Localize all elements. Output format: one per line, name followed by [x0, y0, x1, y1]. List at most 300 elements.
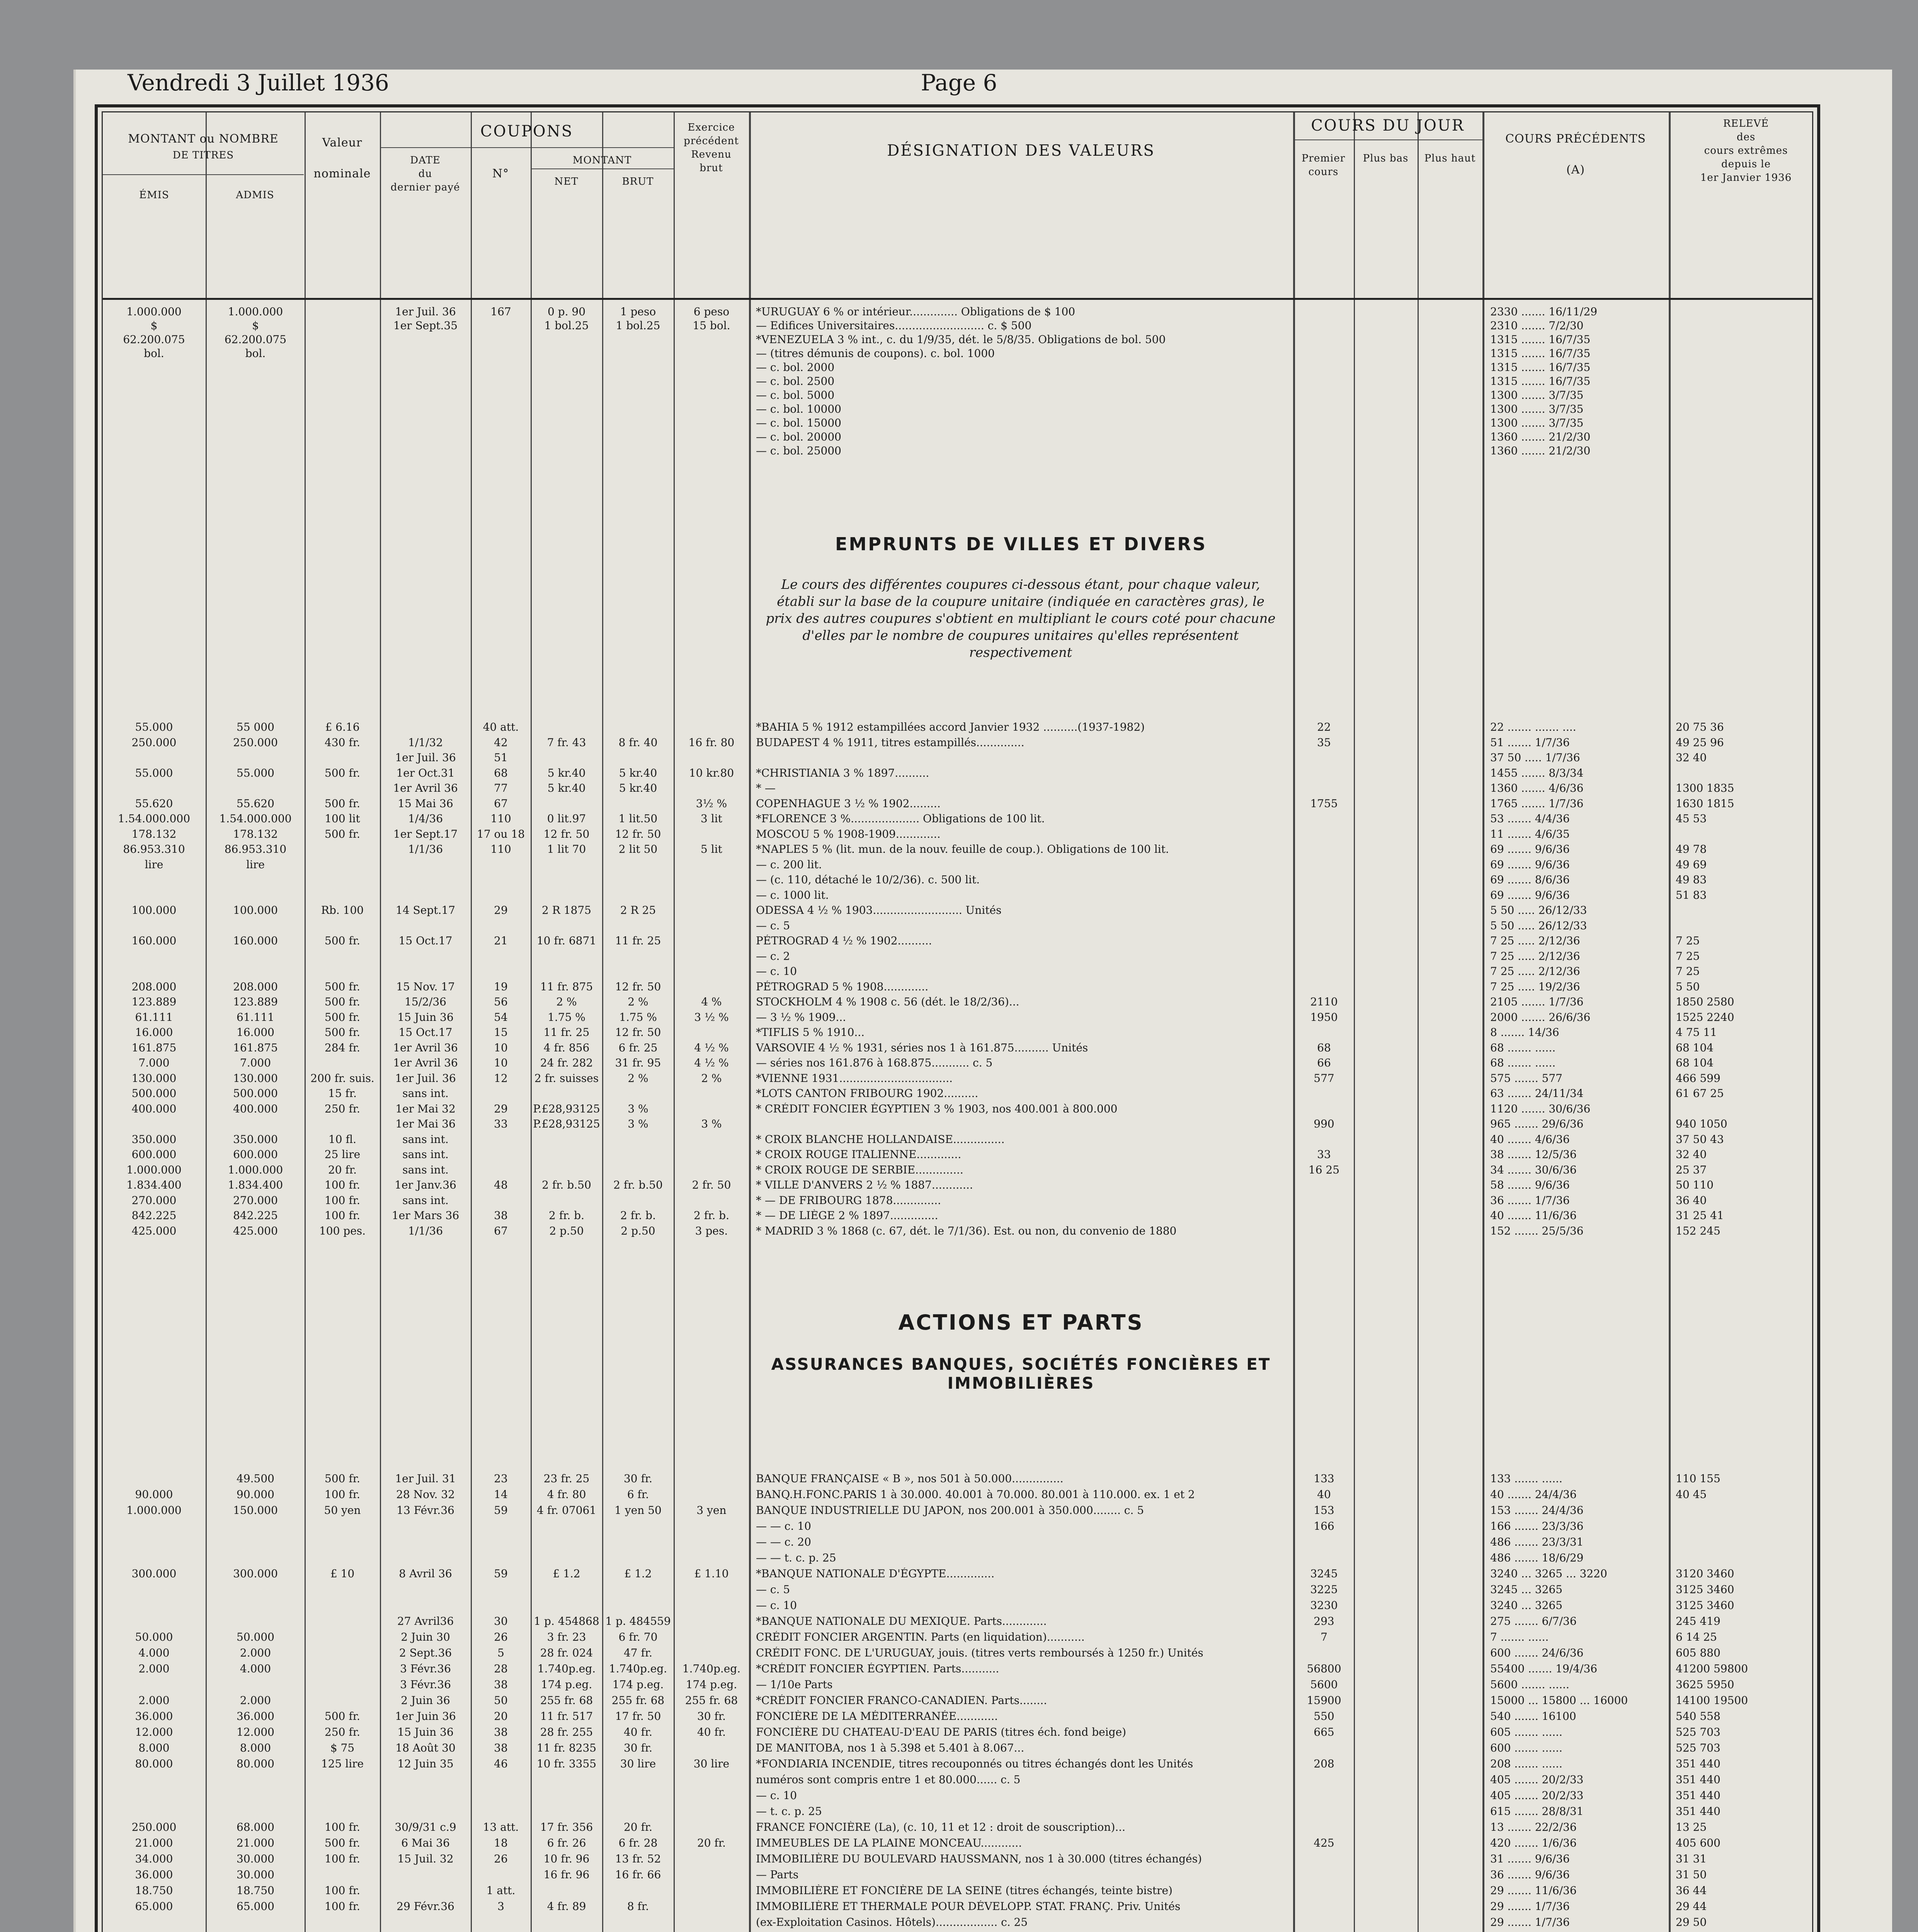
cell-date: 1er Juin 36: [395, 1710, 456, 1723]
cell-des: CRÉDIT FONCIER ARGENTIN. Parts (en liquidation)...........: [756, 1631, 1085, 1643]
cell-des: *FLORENCE 3 %.................... Obligations de 100 lit.: [756, 813, 1045, 825]
cell-date: 15 Juin 36: [397, 1011, 454, 1024]
cell-date: 1er Mai 36: [395, 1118, 456, 1130]
cell-pc: 208: [1314, 1758, 1334, 1770]
table-row: [103, 1821, 1823, 1837]
cell-prec: 208 ....... ......: [1490, 1758, 1562, 1770]
cell-date: 15 Oct.17: [398, 1026, 453, 1039]
cell-prec: 615 ....... 28/8/31: [1490, 1805, 1584, 1818]
cell-val: 200 fr. suis.: [310, 1072, 374, 1085]
cell-prec: 1300 ....... 3/7/35: [1490, 403, 1584, 415]
cell-date: 15/2/36: [405, 996, 446, 1008]
cell-rel: 50 110: [1676, 1179, 1714, 1191]
cell-date: 14 Sept.17: [396, 904, 455, 917]
table-row: [103, 798, 1823, 813]
table-inner-border: [102, 111, 1813, 1932]
plus-bas-heading: Plus bas: [1363, 153, 1409, 164]
cell-val: 20 fr.: [328, 1163, 357, 1176]
emis-heading: ÉMIS: [139, 189, 169, 201]
cell-brut: 174 p.eg.: [612, 1679, 664, 1691]
cell-net: 24 fr. 282: [540, 1057, 593, 1069]
cell-prec: 3240 ... 3265: [1490, 1599, 1563, 1612]
cell-emis: 500.000: [131, 1087, 177, 1100]
cell-prec: 405 ....... 20/2/33: [1490, 1774, 1584, 1786]
cell-net: 10 fr. 3355: [536, 1758, 597, 1770]
cell-prec: 51 ....... 1/7/36: [1490, 736, 1570, 749]
table-row: [103, 1774, 1823, 1789]
cell-des: — c. bol. 25000: [756, 445, 841, 457]
cell-pc: 3230: [1310, 1599, 1338, 1612]
table-row: [103, 1087, 1823, 1103]
cell-rev: 40 fr.: [697, 1726, 726, 1738]
cell-net: 4 fr. 07061: [536, 1504, 597, 1517]
cell-net: 0 lit.97: [547, 813, 586, 825]
cell-prec: 275 ....... 6/7/36: [1490, 1615, 1577, 1628]
cell-no: 3: [497, 1900, 504, 1913]
cell-rel: 3120 3460: [1676, 1568, 1734, 1580]
precedent-heading: précédent: [684, 135, 739, 147]
table-row: [103, 1473, 1823, 1488]
cell-des: *BANQUE NATIONALE D'ÉGYPTE..............: [756, 1568, 995, 1580]
cell-brut: 2 %: [628, 996, 648, 1008]
cell-date: 28 Nov. 32: [396, 1488, 455, 1501]
table-header: [103, 112, 1812, 300]
cell-val: 500 fr.: [325, 1710, 360, 1723]
cell-prec: 486 ....... 23/3/31: [1490, 1536, 1584, 1548]
cell-admis: 49.500: [237, 1473, 274, 1485]
cell-prec: 2310 ....... 7/2/30: [1490, 320, 1584, 332]
cell-prec: 2105 ....... 1/7/36: [1490, 996, 1584, 1008]
cell-prec: 37 50 ..... 1/7/36: [1490, 752, 1580, 764]
cell-rel: 40 45: [1676, 1488, 1707, 1501]
cell-admis: 1.000.000: [228, 306, 283, 318]
cell-val: $ 75: [330, 1742, 355, 1754]
cell-date: 1er Juil. 36: [395, 1072, 456, 1085]
cell-prec: 36 ....... 9/6/36: [1490, 1869, 1570, 1881]
cell-admis: 8.000: [240, 1742, 271, 1754]
table-row: [103, 320, 1823, 333]
cell-des: *LOTS CANTON FRIBOURG 1902..........: [756, 1087, 979, 1100]
cell-no: 59: [494, 1568, 508, 1580]
cell-admis: 21.000: [237, 1837, 274, 1849]
cell-val: 10 fl.: [328, 1133, 357, 1146]
cell-no: 46: [494, 1758, 508, 1770]
cell-prec: 405 ....... 20/2/33: [1490, 1789, 1584, 1802]
cell-date: 18 Août 30: [395, 1742, 456, 1754]
net-heading: NET: [554, 176, 579, 187]
table-row: [103, 1488, 1823, 1504]
cell-val: 100 pes.: [319, 1225, 366, 1237]
cell-des: *TIFLIS 5 % 1910...: [756, 1026, 865, 1039]
cell-rel: 3125 3460: [1676, 1583, 1734, 1596]
cell-des: — c. bol. 2000: [756, 361, 835, 374]
cell-val: £ 6.16: [325, 721, 360, 733]
table-row: [103, 1520, 1823, 1536]
cell-pc: 3245: [1310, 1568, 1338, 1580]
cell-rel: 14100 19500: [1676, 1694, 1748, 1707]
cell-prec: 40 ....... 4/6/36: [1490, 1133, 1570, 1146]
cell-val: 500 fr.: [325, 797, 360, 810]
cell-prec: 575 ....... 577: [1490, 1072, 1562, 1085]
cell-admis: 161.875: [233, 1041, 278, 1054]
cell-net: 0 p. 90: [547, 306, 586, 318]
cell-emis: 50.000: [135, 1631, 173, 1643]
cell-date: 2 Juin 30: [401, 1631, 450, 1643]
cell-brut: 30 fr.: [623, 1742, 653, 1754]
cell-emis: 160.000: [131, 935, 177, 947]
table-row: [103, 996, 1823, 1011]
cell-rel: 49 69: [1676, 858, 1707, 871]
cell-prec: 29 ....... 11/6/36: [1490, 1884, 1577, 1897]
cell-prec: 1765 ....... 1/7/36: [1490, 797, 1584, 810]
cell-admis: 16.000: [237, 1026, 274, 1039]
table-row: [103, 1742, 1823, 1758]
cell-emis: 130.000: [131, 1072, 177, 1085]
table-row: [103, 874, 1823, 889]
cell-val: 100 fr.: [325, 1488, 360, 1501]
cell-net: 23 fr. 25: [543, 1473, 590, 1485]
cell-pc: 1950: [1310, 1011, 1338, 1024]
cell-prec: 38 ....... 12/5/36: [1490, 1148, 1577, 1161]
cell-no: 29: [494, 904, 508, 917]
cell-date: 1er Mars 36: [391, 1209, 460, 1222]
table-row: [103, 1194, 1823, 1210]
cell-admis: 500.000: [233, 1087, 278, 1100]
cell-net: 10 fr. 96: [543, 1853, 590, 1865]
cell-date: 1/4/36: [408, 813, 443, 825]
cell-no: 14: [494, 1488, 508, 1501]
cell-emis: 55.000: [135, 721, 173, 733]
cell-rel: 525 703: [1676, 1726, 1721, 1738]
cell-date: 1er Juil. 36: [395, 752, 456, 764]
cell-emis: 90.000: [135, 1488, 173, 1501]
cell-no: 68: [494, 767, 508, 779]
table-row: [103, 721, 1823, 736]
cell-brut: 17 fr. 50: [615, 1710, 661, 1723]
cell-des: — c. 10: [756, 965, 797, 978]
cell-date: sans int.: [402, 1133, 449, 1146]
cell-des: STOCKHOLM 4 % 1908 c. 56 (dét. le 18/2/36)...: [756, 996, 1019, 1008]
cell-prec: 22 ....... ....... ....: [1490, 721, 1576, 733]
table-row: [103, 1103, 1823, 1118]
cell-rel: 605 880: [1676, 1647, 1721, 1659]
cell-no: 12: [494, 1072, 508, 1085]
table-row: [103, 843, 1823, 859]
cell-val: 100 fr.: [325, 1884, 360, 1897]
cell-emis: 400.000: [131, 1102, 177, 1115]
valeur-heading: Valeur: [322, 136, 362, 150]
cell-net: 2 fr. b.50: [542, 1179, 591, 1191]
cell-rel: 7 25: [1676, 935, 1700, 947]
cell-rev: 6 peso: [693, 306, 730, 318]
cell-des: DE MANITOBA, nos 1 à 5.398 et 5.401 à 8.067...: [756, 1742, 1025, 1754]
cell-rel: 5 50: [1676, 980, 1700, 993]
cell-date: 1/1/32: [408, 736, 443, 749]
cell-des: FRANCE FONCIÈRE (La), (c. 10, 11 et 12 : droit de souscription)...: [756, 1821, 1126, 1833]
cell-emis: 425.000: [131, 1225, 177, 1237]
cell-admis: 30.000: [237, 1853, 274, 1865]
cell-no: 110: [490, 843, 511, 855]
cell-admis: 1.000.000: [228, 1163, 283, 1176]
cell-prec: 69 ....... 8/6/36: [1490, 874, 1570, 886]
cell-no: 50: [494, 1694, 508, 1707]
cell-pc: 33: [1317, 1148, 1331, 1161]
cell-emis: 178.132: [131, 828, 177, 840]
table-row: [103, 1758, 1823, 1774]
cell-brut: 5 kr.40: [619, 782, 657, 794]
cell-prec: 1455 ....... 8/3/34: [1490, 767, 1584, 779]
cell-rev: 4 ½ %: [694, 1041, 729, 1054]
cell-no: 1 att.: [486, 1884, 516, 1897]
cell-net: 11 fr. 517: [540, 1710, 593, 1723]
section-subtitle-assurances: ASSURANCES BANQUES, SOCIÉTÉS FONCIÈRES ET IMMOBILIÈRES: [771, 1355, 1271, 1393]
cell-admis: 270.000: [233, 1194, 278, 1207]
cell-val: 500 fr.: [325, 767, 360, 779]
cell-prec: 31 ....... 9/6/36: [1490, 1853, 1570, 1865]
cell-date: 2 Sept.36: [399, 1647, 452, 1659]
cell-date: 30/9/31 c.9: [395, 1821, 456, 1833]
cell-rel: 20 75 36: [1676, 721, 1724, 733]
cell-rev: £ 1.10: [694, 1568, 729, 1580]
cell-rel: 3125 3460: [1676, 1599, 1734, 1612]
cell-prec: 605 ....... ......: [1490, 1726, 1562, 1738]
cell-brut: 13 fr. 52: [615, 1853, 661, 1865]
cell-des: BANQUE INDUSTRIELLE DU JAPON, nos 200.001 à 350.000........ c. 5: [756, 1504, 1144, 1517]
numero-heading: N°: [492, 167, 509, 180]
montant-coupon-heading: MONTANT: [572, 155, 632, 166]
cell-val: 15 fr.: [328, 1087, 357, 1100]
cell-des: CRÉDIT FONC. DE L'URUGUAY, jouis. (titres verts remboursés à 1250 fr.) Unités: [756, 1647, 1203, 1659]
cell-no: 33: [494, 1118, 508, 1130]
table-row: [103, 1710, 1823, 1726]
cell-des: — c. 2: [756, 950, 790, 963]
cell-pc: 577: [1314, 1072, 1334, 1085]
cell-admis: 400.000: [233, 1102, 278, 1115]
cell-brut: 1 bol.25: [616, 320, 660, 332]
cell-des: *BAHIA 5 % 1912 estampillées accord Janvier 1932 ..........(1937-1982): [756, 721, 1145, 733]
cell-emis: 61.111: [135, 1011, 173, 1024]
table-row: [103, 1900, 1823, 1916]
cell-prec: 8 ....... 14/36: [1490, 1026, 1559, 1039]
cell-brut: 2 R 25: [620, 904, 656, 917]
cell-date: 15 Oct.17: [398, 935, 453, 947]
cell-emis: 65.000: [135, 1900, 173, 1913]
cell-des: — c. 200 lit.: [756, 858, 822, 871]
cell-date: 8 Avril 36: [399, 1568, 452, 1580]
cell-des: COPENHAGUE 3 ½ % 1902.........: [756, 797, 941, 810]
cell-des: IMMOBILIÈRE ET FONCIÈRE DE LA SEINE (titres échangés, teinte bistre): [756, 1884, 1173, 1897]
cell-admis: 62.200.075: [224, 333, 287, 346]
cell-date: 1er Oct.31: [396, 767, 455, 779]
cell-prec: 600 ....... 24/6/36: [1490, 1647, 1584, 1659]
cell-des: — — c. 20: [756, 1536, 811, 1548]
cell-rel: 29 44: [1676, 1900, 1707, 1913]
cell-prec: 1315 ....... 16/7/35: [1490, 333, 1591, 346]
cell-prec: 58 ....... 9/6/36: [1490, 1179, 1570, 1191]
cell-brut: 47 fr.: [623, 1647, 653, 1659]
cell-admis: 1.834.400: [228, 1179, 283, 1191]
cell-rel: 940 1050: [1676, 1118, 1727, 1130]
cell-admis: 350.000: [233, 1133, 278, 1146]
cell-pc: 15900: [1307, 1694, 1341, 1707]
cell-no: 110: [490, 813, 511, 825]
cell-prec: 965 ....... 29/6/36: [1490, 1118, 1584, 1130]
table-row: [103, 935, 1823, 950]
cell-rel: 351 440: [1676, 1758, 1721, 1770]
cell-admis: 80.000: [237, 1758, 274, 1770]
cell-no: 48: [494, 1179, 508, 1191]
cell-brut: 2 fr. b.50: [613, 1179, 663, 1191]
cell-no: 21: [494, 935, 508, 947]
cell-rel: 13 25: [1676, 1821, 1707, 1833]
cell-rev: 20 fr.: [697, 1837, 726, 1849]
cell-des: * CROIX BLANCHE HOLLANDAISE...............: [756, 1133, 1005, 1146]
cell-prec: 7 25 ..... 2/12/36: [1490, 965, 1580, 978]
cell-des: — c. 5: [756, 1583, 790, 1596]
table-row: [103, 1164, 1823, 1179]
cell-brut: 6 fr. 70: [618, 1631, 658, 1643]
table-row: [103, 1679, 1823, 1694]
table-row: [103, 417, 1823, 431]
cell-des: FONCIÈRE DU CHATEAU-D'EAU DE PARIS (titres éch. fond beige): [756, 1726, 1127, 1738]
cell-emis: 1.000.000: [126, 306, 182, 318]
cell-pc: 66: [1317, 1057, 1331, 1069]
cell-net: 5 kr.40: [547, 767, 586, 779]
cell-pc: 22: [1317, 721, 1331, 733]
cell-date: 13 Févr.36: [397, 1504, 454, 1517]
cell-des: * — DE FRIBOURG 1878..............: [756, 1194, 941, 1207]
cell-prec: 13 ....... 22/2/36: [1490, 1821, 1577, 1833]
cell-rel: 1525 2240: [1676, 1011, 1734, 1024]
cell-admis: 123.889: [233, 996, 278, 1008]
cell-des: * CROIX ROUGE ITALIENNE.............: [756, 1148, 962, 1161]
cell-admis: 100.000: [233, 904, 278, 917]
cell-brut: 12 fr. 50: [615, 980, 661, 993]
cell-des: — c. 10: [756, 1789, 797, 1802]
cell-val: 100 fr.: [325, 1821, 360, 1833]
cell-rel: 466 599: [1676, 1072, 1721, 1085]
cell-no: 40 att.: [483, 721, 519, 733]
cell-des: — c. bol. 2500: [756, 375, 835, 388]
header-rule: [531, 168, 674, 169]
cell-rev: 3½ %: [696, 797, 727, 810]
cell-admis: 178.132: [233, 828, 278, 840]
table-row: [103, 445, 1823, 459]
cell-prec: 1360 ....... 21/2/30: [1490, 445, 1591, 457]
cell-brut: 12 fr. 50: [615, 828, 661, 840]
cell-brut: 255 fr. 68: [611, 1694, 665, 1707]
cell-admis: 600.000: [233, 1148, 278, 1161]
cell-emis: 1.834.400: [126, 1179, 182, 1191]
cell-net: 28 fr. 024: [540, 1647, 593, 1659]
cell-rev: 15 bol.: [693, 320, 730, 332]
cell-net: 4 fr. 80: [547, 1488, 586, 1501]
cell-emis: 55.620: [135, 797, 173, 810]
cell-pc: 2110: [1310, 996, 1338, 1008]
cell-admis: 36.000: [237, 1710, 274, 1723]
cell-prec: 7 ....... ......: [1490, 1631, 1549, 1643]
cell-des: *URUGUAY 6 % or intérieur.............. Obligations de $ 100: [756, 306, 1076, 318]
cell-rel: 51 83: [1676, 889, 1707, 901]
cell-val: Rb. 100: [321, 904, 364, 917]
cell-no: 19: [494, 980, 508, 993]
cell-net: 2 p.50: [549, 1225, 584, 1237]
cell-brut: £ 1.2: [624, 1568, 652, 1580]
cell-brut: 3 %: [628, 1118, 648, 1130]
cell-rel: 25 37: [1676, 1163, 1707, 1176]
cell-rev: 30 fr.: [697, 1710, 726, 1723]
cell-emis: 16.000: [135, 1026, 173, 1039]
table-row: [103, 981, 1823, 996]
cell-brut: 8 fr.: [627, 1900, 649, 1913]
cell-des: *VENEZUELA 3 % int., c. du 1/9/35, dét. le 5/8/35. Obligations de bol. 500: [756, 333, 1166, 346]
cell-des: — Parts: [756, 1869, 799, 1881]
cell-admis: lire: [246, 858, 265, 871]
cell-prec: 55400 ....... 19/4/36: [1490, 1663, 1598, 1675]
cell-admis: 208.000: [233, 980, 278, 993]
cell-brut: 5 kr.40: [619, 767, 657, 779]
cell-date: 15 Mai 36: [398, 797, 453, 810]
cell-rev: 4 ½ %: [694, 1057, 729, 1069]
du-heading: du: [418, 168, 432, 180]
cell-date: 1er Juil. 36: [395, 306, 456, 318]
cell-emis: 1.000.000: [126, 1504, 182, 1517]
cell-prec: 68 ....... ......: [1490, 1057, 1556, 1069]
cell-date: 3 Févr.36: [400, 1663, 451, 1675]
cell-des: MOSCOU 5 % 1908-1909.............: [756, 828, 941, 840]
cell-brut: 12 fr. 50: [615, 1026, 661, 1039]
cell-date: 1/1/36: [408, 843, 443, 855]
cell-net: 1.740p.eg.: [537, 1663, 596, 1675]
cell-pc: 56800: [1307, 1663, 1341, 1675]
cell-date: 1er Mai 32: [395, 1102, 456, 1115]
brut-heading: BRUT: [622, 176, 654, 187]
issue-date: Vendredi 3 Juillet 1936: [128, 70, 389, 96]
table-row: [103, 1663, 1823, 1679]
cell-prec: 69 ....... 9/6/36: [1490, 858, 1570, 871]
cell-no: 20: [494, 1710, 508, 1723]
cell-admis: 150.000: [233, 1504, 278, 1517]
cell-des: PÉTROGRAD 4 ½ % 1902..........: [756, 935, 932, 947]
de-titres-heading: DE TITRES: [172, 150, 234, 161]
cell-admis: 55.620: [237, 797, 274, 810]
cell-emis: lire: [145, 858, 163, 871]
cell-des: * VILLE D'ANVERS 2 ½ % 1887............: [756, 1179, 973, 1191]
cell-prec: 36 ....... 1/7/36: [1490, 1194, 1570, 1207]
cell-no: 38: [494, 1679, 508, 1691]
cell-rev: 16 fr. 80: [688, 736, 735, 749]
cell-des: * MADRID 3 % 1868 (c. 67, dét. le 7/1/36). Est. ou non, du convenio de 1880: [756, 1225, 1177, 1237]
cell-des: *NAPLES 5 % (lit. mun. de la nouv. feuille de coup.). Obligations de 100 lit.: [756, 843, 1169, 855]
cell-des: FONCIÈRE DE LA MÉDITERRANÉE............: [756, 1710, 998, 1723]
cell-admis: 30.000: [237, 1869, 274, 1881]
cell-des: * —: [756, 782, 776, 794]
cell-admis: 55.000: [237, 767, 274, 779]
table-row: [103, 736, 1823, 752]
cell-admis: 300.000: [233, 1568, 278, 1580]
page-number: Page 6: [921, 70, 997, 96]
cell-val: 500 fr.: [325, 1011, 360, 1024]
table-row: [103, 1615, 1823, 1631]
table-row: [103, 1884, 1823, 1900]
table-row: [103, 1599, 1823, 1615]
cell-net: P.£28,93125: [533, 1118, 600, 1130]
cell-rev: 2 fr. 50: [692, 1179, 731, 1191]
cell-brut: 2 fr. b.: [620, 1209, 656, 1222]
cell-no: 67: [494, 797, 508, 810]
cell-val: £ 10: [330, 1568, 355, 1580]
cell-emis: 1.54.000.000: [117, 813, 191, 825]
